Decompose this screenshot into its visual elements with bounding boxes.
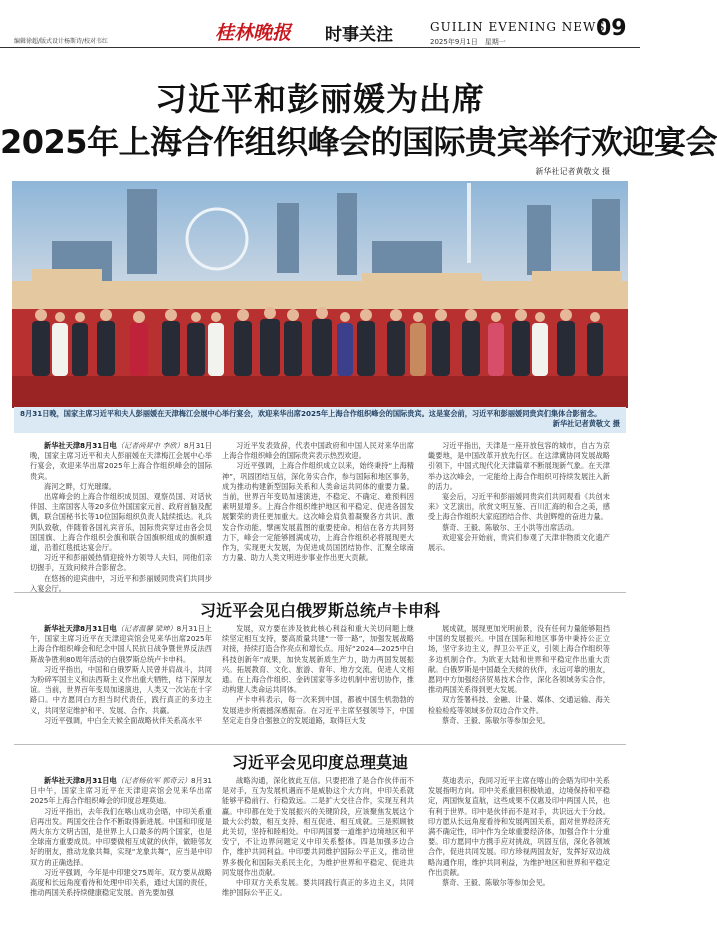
section-title: 时事关注 <box>325 25 393 45</box>
story3-reporter: （记者杨依军 郭奇云） <box>116 776 192 785</box>
story3-column-2 <box>222 776 414 898</box>
headline-line-1: 习近平和彭丽媛为出席 <box>154 80 485 118</box>
story1-paragraph: 海河之畔，灯光璀璨。 <box>44 481 116 491</box>
story2-title: 习近平会见白俄罗斯总统卢卡申科 <box>199 601 440 620</box>
newspaper-logo: 桂林晚报 <box>215 22 292 44</box>
story1-column-3 <box>428 441 610 553</box>
photo-byline: 新华社记者黄敬文 摄 <box>535 167 610 176</box>
story1-paragraph: 在悠扬的迎宾曲中，习近平和彭丽媛同贵宾们共同步入宴会厅。 <box>30 573 212 593</box>
story3-column-3 <box>428 776 610 888</box>
story1-paragraph: 8月31日晚，国家主席习近平和夫人彭丽媛在天津梅江会展中心举行宴会，欢迎来华出席2025年上海合作组织峰会的国际贵宾。 <box>30 441 212 481</box>
story2-paragraph: 蔡奇、王毅、陈敏尔等参加会见。 <box>442 715 550 725</box>
story3-paragraph: 8月31日中午，国家主席习近平在天津迎宾馆会见来华出席2025年上海合作组织峰会的印度总理莫迪。 <box>30 776 212 806</box>
story1-paragraph: 宴会后，习近平和彭丽媛同贵宾们共同观看《共创未来》文艺演出，欣赏文明互鉴、百川汇海的和合之美，感受上海合作组织大家庭团结合作、共创辉煌的奋进力量。 <box>428 492 610 522</box>
headline-line-2: 2025年上海合作组织峰会的国际贵宾举行欢迎宴会 <box>0 123 717 161</box>
story3-paragraph: 中印双方关系发展。要共同践行真正的多边主义，共同维护国际公平正义。 <box>222 878 414 898</box>
story3-paragraph: 莫迪表示，我同习近平主席在喀山的会晤为印中关系发展指明方向。印中关系重回积极轨道，边境保持和平稳定，两国恢复直航，这些成果不仅惠及印中两国人民，也有利于世界。印中是伙伴而不是对手，共识远大于分歧。印方愿从长远角度看待和发展两国关系，面对世界经济充满不确定性，印中作为全球重要经济体，加强合作十分重要。印方愿同中方携手应对挑战，巩固互信，深化各领域合作，促进共同发展。印方珍视两国友好，发挥好双边战略沟通作用，维护共同利益，为维护地区和世界和平稳定作出贡献。 <box>428 776 610 877</box>
story2-dateline: 新华社天津8月31日电 <box>44 624 117 633</box>
story1-paragraph: 出席峰会的上海合作组织成员国、观察员国、对话伙伴国、主席国客人等20多位外国国家元首、政府首脑及配偶，联合国秘书长等10位国际组织负责人陆续抵达。礼兵列队致敬，伴随着各国礼宾音乐，国际贵宾穿过由各会员国国旗、上海合作组织会旗和联合国旗帜组成的旗帜通道，沿着红毯抵达宴会厅。 <box>30 492 212 553</box>
caption-credit: 新华社记者黄敬文 摄 <box>552 419 620 428</box>
divider <box>14 592 626 593</box>
photo-caption <box>14 407 626 433</box>
story3-column-1 <box>30 776 212 898</box>
story2-reporter: （记者温馨 梁坤） <box>116 624 177 633</box>
masthead <box>0 0 640 48</box>
story2-paragraph: 展成就，展现更加光明前景，没有任何力量能够阻挡中国的发展振兴。中国在国际和地区事务中秉持公正立场，坚守多边主义，捍卫公平正义，引领上海合作组织等多边机制合作。为欧亚大陆和世界和平稳定作出重大贡献。白俄罗斯是中国最全天候的伙伴，永远可靠的朋友，愿同中方加强经济贸易技术合作，深化各领域务实合作，推动两国关系得到更大发展。 <box>428 624 610 695</box>
story1-column-1 <box>30 441 212 594</box>
story3-paragraph: 战略沟通，深化彼此互信。只要把准了是合作伙伴而不是对手，互为发展机遇而不是威胁这个大方向，中印关系就能够平稳前行、行稳致远。二是扩大交往合作，实现互利共赢。中印都在处于发展振兴的关键阶段，应该聚焦发展这个最大公约数，相互支持、相互促进、相互成就。三是照顾彼此关切，坚持和睦相处。中印两国要一道维护边境地区和平安宁，不让边界问题定义中印关系整体。四是加强多边合作，维护共同利益。中印要共同维护国际公平正义，推动世界多极化和国际关系民主化，为维护世界和平稳定、促进共同发展作出贡献。 <box>222 776 414 877</box>
story1-paragraph: 蔡奇、王毅、陈敏尔、王小洪等出席活动。 <box>442 522 579 532</box>
caption-text: 8月31日晚，国家主席习近平和夫人彭丽媛在天津梅江会展中心举行宴会，欢迎来华出席2025年上海合作组织峰会的国际贵宾。这是宴会前，习近平和彭丽媛同贵宾们集体合影留念。 <box>20 409 602 418</box>
story3-paragraph: 蔡奇、王毅、陈敏尔等参加会见。 <box>442 878 550 888</box>
story3-paragraph: 习近平指出，去年我们在喀山成功会晤，中印关系重启再出发。两国交往合作不断取得新进展。中国和印度是两大东方文明古国，是世界上人口最多的两个国家，也是全球南方重要成员。中印要做相互成就的伙伴，做睦邻友好的朋友，推动龙象共舞，实现“龙象共舞”，应当是中印双方的正确选择。 <box>30 806 212 867</box>
page-number: 09 <box>596 16 627 41</box>
story2-column-1 <box>30 624 212 726</box>
story2-paragraph: 习近平指出，中国和白俄罗斯人民曾并肩战斗，共同为粉碎军国主义和法西斯主义作出重大牺牲，结下深厚友谊。当前，世界百年变局加速演进，人类又一次站在十字路口。中方愿同白方担当时代责任，践行真正的多边主义，共同坚定维护和平、发展、合作、共赢。 <box>30 664 212 715</box>
story2-column-2 <box>222 624 414 726</box>
group-photo <box>12 181 628 408</box>
story3-paragraph: 习近平强调，今年是中印建交75周年。双方要从战略高度和长远角度看待和处理中印关系，通过大国的责任，推动两国关系持续健康稳定发展。首先要加强 <box>30 867 212 898</box>
story1-paragraph: 习近平和彭丽媛热情迎接外方领导人夫妇，同他们亲切握手，互致问候并合影留念。 <box>30 553 212 573</box>
story1-reporter: （记者尚昇中 李欣） <box>116 441 184 450</box>
story2-paragraph: 卢卡申科表示，每一次来到中国，都被中国生机勃勃的发展进步所震撼深感振奋。在习近平主席坚强领导下，中国坚定走自身自强独立的发展道路，取得巨大发 <box>222 695 414 725</box>
story2-paragraph: 双方签署科技、金融、计量、媒体、交通运输、海关检验检疫等领域多份双边合作文件。 <box>428 695 610 715</box>
story1-paragraph: 习近平发表致辞，代表中国政府和中国人民对来华出席上海合作组织峰会的国际贵宾表示热烈欢迎。 <box>222 441 414 461</box>
story2-column-3 <box>428 624 610 726</box>
story2-paragraph: 习近平强调，中白全天候全面战略伙伴关系高水平 <box>44 715 203 725</box>
story3-dateline: 新华社天津8月31日电 <box>44 776 117 785</box>
story2-paragraph: 8月31日上午，国家主席习近平在天津迎宾馆会见来华出席2025年上海合作组织峰会和纪念中国人民抗日战争暨世界反法西斯战争胜利80周年活动的白俄罗斯总统卢卡申科。 <box>30 624 212 664</box>
divider <box>14 744 626 745</box>
story1-paragraph: 欢迎宴会开始前，贵宾们参观了天津非物质文化遗产展示。 <box>428 532 610 553</box>
story1-column-2 <box>222 441 414 563</box>
story3-title: 习近平会见印度总理莫迪 <box>231 753 408 772</box>
story1-dateline: 新华社天津8月31日电 <box>44 441 117 450</box>
story2-paragraph: 发展，双方要在涉及彼此核心利益和重大关切问题上继续坚定相互支持，要高质量共建“一带一路”，加强发展战略对接，持续打造合作亮点和增长点。用好“2024—2025中白科技创新年”成果，加快发展新质生产力，助力两国发展振兴。拓展教育、文化、旅游、青年、地方交流，促进人文相通。在上海合作组织、金砖国家等多边机制中密切协作，推动构建人类命运共同体。 <box>222 624 414 695</box>
paper-name-english: GUILIN EVENING NEWS <box>430 20 606 34</box>
issue-date: 2025年9月1日 星期一 <box>430 38 506 46</box>
editors-credit: 编辑徐超/版式设计杨斯诗/校对韦红 <box>14 38 109 45</box>
story1-paragraph: 习近平强调，上海合作组织成立以来，始终秉持“上海精神”，巩固团结互信，深化务实合作，参与国际和地区事务，成为推动构建新型国际关系和人类命运共同体的重要力量。当前，世界百年变局加速演进，不稳定、不确定、难预料因素明显增多。上海合作组织维护地区和平稳定、促进各国发展繁荣的责任更加重大。这次峰会肩负着凝聚各方共识、激发合作动能、擘画发展蓝图的重要使命。相信在各方共同努力下，峰会一定能够圆满成功，上海合作组织必将展现更大作为，实现更大发展，为促进成员国团结协作、汇聚全球南方力量、助力人类文明进步事业作出更大贡献。 <box>222 461 414 563</box>
story1-paragraph: 习近平指出，天津是一座开放包容的城市，自古为京畿要地，是中国改革开放先行区。在这津冀协同发展战略引领下，中国式现代化天津篇章不断展现新气象。在天津举办这次峰会，一定能给上海合作组织可持续发展注入新的活力。 <box>428 441 610 491</box>
group-photo-illustration <box>12 181 628 408</box>
